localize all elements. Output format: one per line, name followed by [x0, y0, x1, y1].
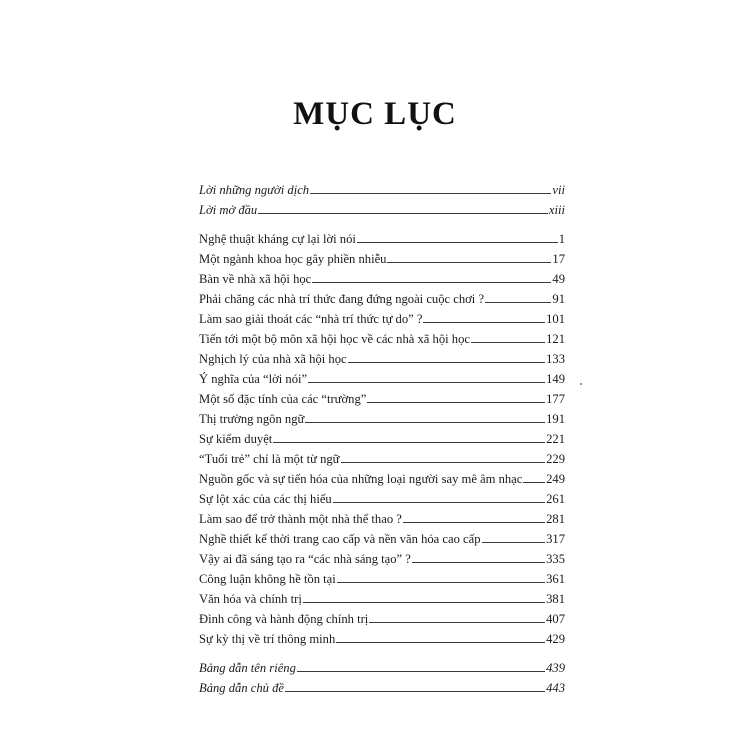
toc-entry-page-number: 121 [546, 332, 565, 346]
toc-leader-line [336, 642, 545, 643]
toc-entry-title: Văn hóa và chính trị [199, 592, 302, 606]
toc-entry [199, 506, 565, 526]
toc-entry-page-number: 101 [546, 312, 565, 326]
toc-entry-page-number: 249 [546, 472, 565, 486]
toc-entry-page-number: xiii [548, 203, 565, 217]
toc-leader-line [310, 193, 551, 194]
toc-entry [199, 346, 565, 366]
toc-leader-line [482, 542, 546, 543]
toc-entry-page-number: 443 [546, 681, 565, 695]
toc-leader-line [523, 482, 545, 483]
toc-entry [199, 526, 565, 546]
toc-leader-line [337, 582, 545, 583]
toc-front-matter [199, 177, 565, 217]
toc-entry [199, 286, 565, 306]
toc-entry-title: Sự kỳ thị về trí thông minh [199, 632, 336, 646]
toc-entry-page-number: 133 [546, 352, 565, 366]
toc-entry-page-number: 281 [546, 512, 565, 526]
toc-entry-title: Công luận không hề tồn tại [199, 572, 336, 586]
toc-leader-line [341, 462, 546, 463]
toc-entry-title: Ý nghĩa của “lời nói” [199, 372, 308, 386]
toc-entry [199, 655, 565, 675]
toc-entry-title: Sự kiểm duyệt [199, 432, 273, 446]
toc-entry-title: Nguồn gốc và sự tiến hóa của những loại người say mê âm nhạc [199, 472, 523, 486]
paper-speck [580, 383, 582, 385]
toc-leader-line [412, 562, 545, 563]
toc-entry-title: Nghề thiết kế thời trang cao cấp và nền văn hóa cao cấp [199, 532, 481, 546]
toc-entry [199, 426, 565, 446]
toc-entry [199, 177, 565, 197]
toc-entry-title: Vậy ai đã sáng tạo ra “các nhà sáng tạo” ? [199, 552, 411, 566]
toc-entry [199, 446, 565, 466]
toc-entry-title: Bảng dẫn chủ đề [199, 681, 284, 695]
toc-chapters [199, 226, 565, 646]
toc-entry [199, 197, 565, 217]
toc-entry-page-number: 49 [552, 272, 565, 286]
toc-entry-title: Lời mở đầu [199, 203, 258, 217]
toc-leader-line [348, 362, 546, 363]
toc-entry-page-number: 361 [546, 572, 565, 586]
toc-entry-page-number: vii [552, 183, 565, 197]
toc-entry-page-number: 1 [558, 232, 565, 246]
toc-entry-page-number: 177 [546, 392, 565, 406]
toc-leader-line [308, 382, 545, 383]
toc-entry-title: Sự lột xác của các thị hiếu [199, 492, 332, 506]
toc-leader-line [387, 262, 551, 263]
toc-entry-title: Bàn về nhà xã hội học [199, 272, 312, 286]
toc-entry-title: Phải chăng các nhà trí thức đang đứng ngoài cuộc chơi ? [199, 292, 485, 306]
toc-entry-title: Bảng dẫn tên riêng [199, 661, 296, 675]
toc-entry-title: Làm sao giải thoát các “nhà trí thức tự do” ? [199, 312, 423, 326]
toc-entry [199, 306, 565, 326]
toc-entry-title: Nghệ thuật kháng cự lại lời nói [199, 232, 356, 246]
toc-leader-line [305, 422, 545, 423]
toc-entry [199, 606, 565, 626]
toc-entry [199, 366, 565, 386]
toc-entry [199, 675, 565, 695]
toc-entry-title: Lời những người dịch [199, 183, 310, 197]
toc-entry-page-number: 317 [546, 532, 565, 546]
toc-entry-page-number: 335 [546, 552, 565, 566]
toc-leader-line [273, 442, 545, 443]
toc-entry-title: “Tuổi trẻ” chỉ là một từ ngữ [199, 452, 340, 466]
toc-entry-title: Làm sao để trở thành một nhà thể thao ? [199, 512, 402, 526]
toc-entry [199, 326, 565, 346]
toc-entry-page-number: 191 [546, 412, 565, 426]
toc-entry-page-number: 91 [552, 292, 565, 306]
toc-leader-line [357, 242, 558, 243]
toc-entry-page-number: 261 [546, 492, 565, 506]
toc-entry [199, 626, 565, 646]
toc-entry-page-number: 381 [546, 592, 565, 606]
toc-entry [199, 466, 565, 486]
toc-entry-page-number: 149 [546, 372, 565, 386]
toc-entry [199, 246, 565, 266]
toc-leader-line [485, 302, 551, 303]
toc-entry-title: Đình công và hành động chính trị [199, 612, 369, 626]
toc-leader-line [367, 402, 545, 403]
table-of-contents [199, 177, 565, 695]
toc-leader-line [333, 502, 545, 503]
toc-back-matter [199, 655, 565, 695]
toc-entry [199, 226, 565, 246]
toc-entry [199, 566, 565, 586]
toc-entry-page-number: 407 [546, 612, 565, 626]
page-title: MỤC LỤC [293, 96, 457, 132]
toc-leader-line [285, 691, 545, 692]
toc-entry-page-number: 17 [552, 252, 565, 266]
toc-entry-page-number: 229 [546, 452, 565, 466]
toc-leader-line [303, 602, 545, 603]
toc-entry [199, 266, 565, 286]
toc-leader-line [297, 671, 545, 672]
toc-entry [199, 386, 565, 406]
toc-leader-line [312, 282, 551, 283]
toc-leader-line [423, 322, 545, 323]
toc-entry-page-number: 439 [546, 661, 565, 675]
toc-entry-title: Thị trường ngôn ngữ [199, 412, 305, 426]
toc-entry-page-number: 221 [546, 432, 565, 446]
toc-entry [199, 406, 565, 426]
toc-leader-line [369, 622, 545, 623]
toc-entry-title: Nghịch lý của nhà xã hội học [199, 352, 347, 366]
toc-entry [199, 486, 565, 506]
toc-entry [199, 546, 565, 566]
toc-entry-page-number: 429 [546, 632, 565, 646]
toc-entry-title: Một số đặc tính của các “trường” [199, 392, 367, 406]
toc-entry-title: Một ngành khoa học gây phiền nhiễu [199, 252, 387, 266]
toc-leader-line [403, 522, 545, 523]
toc-leader-line [471, 342, 545, 343]
toc-entry [199, 586, 565, 606]
toc-leader-line [258, 213, 548, 214]
toc-entry-title: Tiến tới một bộ môn xã hội học về các nhà xã hội học [199, 332, 470, 346]
